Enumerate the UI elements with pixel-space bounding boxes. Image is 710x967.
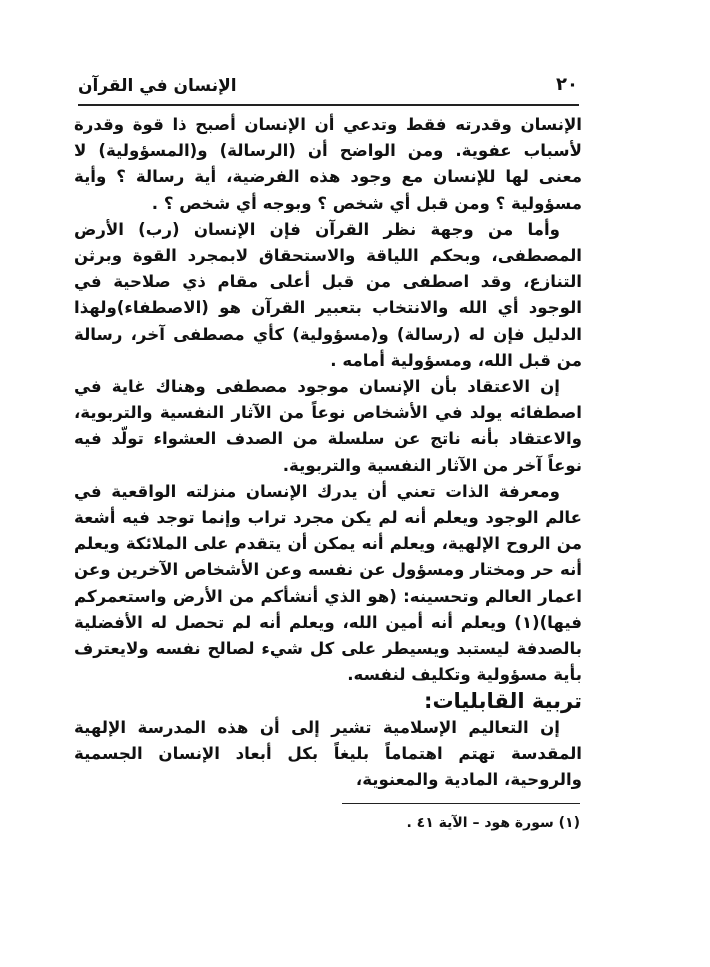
section-paragraph: إن التعاليم الإسلامية تشير إلى أن هذه المدرسة الإلهية المقدسة تهتم اهتماماً بليغاً بكل أبعاد الإنسان الجسمية والروحية، المادية والمعنوية،	[74, 717, 582, 790]
paragraph-3: إن الاعتقاد بأن الإنسان موجود مصطفى وهناك غاية في اصطفائه يولد في الأشخاص نوعاً من الآثار النفسية والتربوية، والاعتقاد بأنه ناتج عن سلسلة من الصدف العشواء تولّد فيه نوعاً آخر من الآثار النفسية والتربوية.	[74, 377, 582, 475]
footnote: (١) سورة هود – الآية ٤١ .	[406, 815, 580, 831]
footnote-rule	[342, 803, 580, 804]
paragraph-1: الإنسان وقدرته فقط وتدعي أن الإنسان أصبح ذا قوة وقدرة لأسباب عفوية. ومن الواضح أن (الرسالة) و(المسؤولية) لا معنى لها للإنسان مع وجود هذه الفرضية، أية رسالة ؟ وأية مسؤولية ؟ ومن قبل أي شخص ؟ وبوجه أي شخص ؟ .	[74, 115, 582, 213]
paragraph-4: ومعرفة الذات تعني أن يدرك الإنسان منزلته الواقعية في عالم الوجود ويعلم أنه لم يكن مجرد تراب وإنما توجد فيه أشعة من الروح الإلهية، ويعلم أنه يمكن أن يتقدم على الملائكة ويعلم أنه حر ومختار ومسؤول عن نفسه وعن الأشخاص الآخرين وعن اعمار العالم وتحسينه: (هو الذي أنشأكم من الأرض واستعمركم فيها)(١) ويعلم أنه أمين الله، ويعلم أنه لم تحصل له الأفضلية بالصدفة ليستبد ويسيطر على كل شيء لصالح نفسه ولايعترف بأية مسؤولية وتكليف لنفسه.	[74, 481, 582, 685]
section-heading: تربية القابليات:	[424, 689, 582, 714]
running-title: الإنسان في القرآن	[78, 76, 237, 96]
page-body	[74, 112, 582, 793]
page-header	[78, 72, 578, 100]
paragraph-2: وأما من وجهة نظر القرآن فإن الإنسان (رب) الأرض المصطفى، وبحكم اللياقة والاستحقاق لابمجرد القوة وبرثن التنازع، وقد اصطفى من قبل أعلى مقام ذي صلاحية في الوجود أي الله والانتخاب بتعبير القرآن هو (الاصطفاء)ولهذا الدليل فإن له (رسالة) و(مسؤولية) كأي مصطفى آخر، رسالة من قبل الله، ومسؤولية أمامه .	[74, 219, 582, 370]
header-rule	[78, 104, 579, 106]
page-number: ٢٠	[556, 74, 578, 95]
